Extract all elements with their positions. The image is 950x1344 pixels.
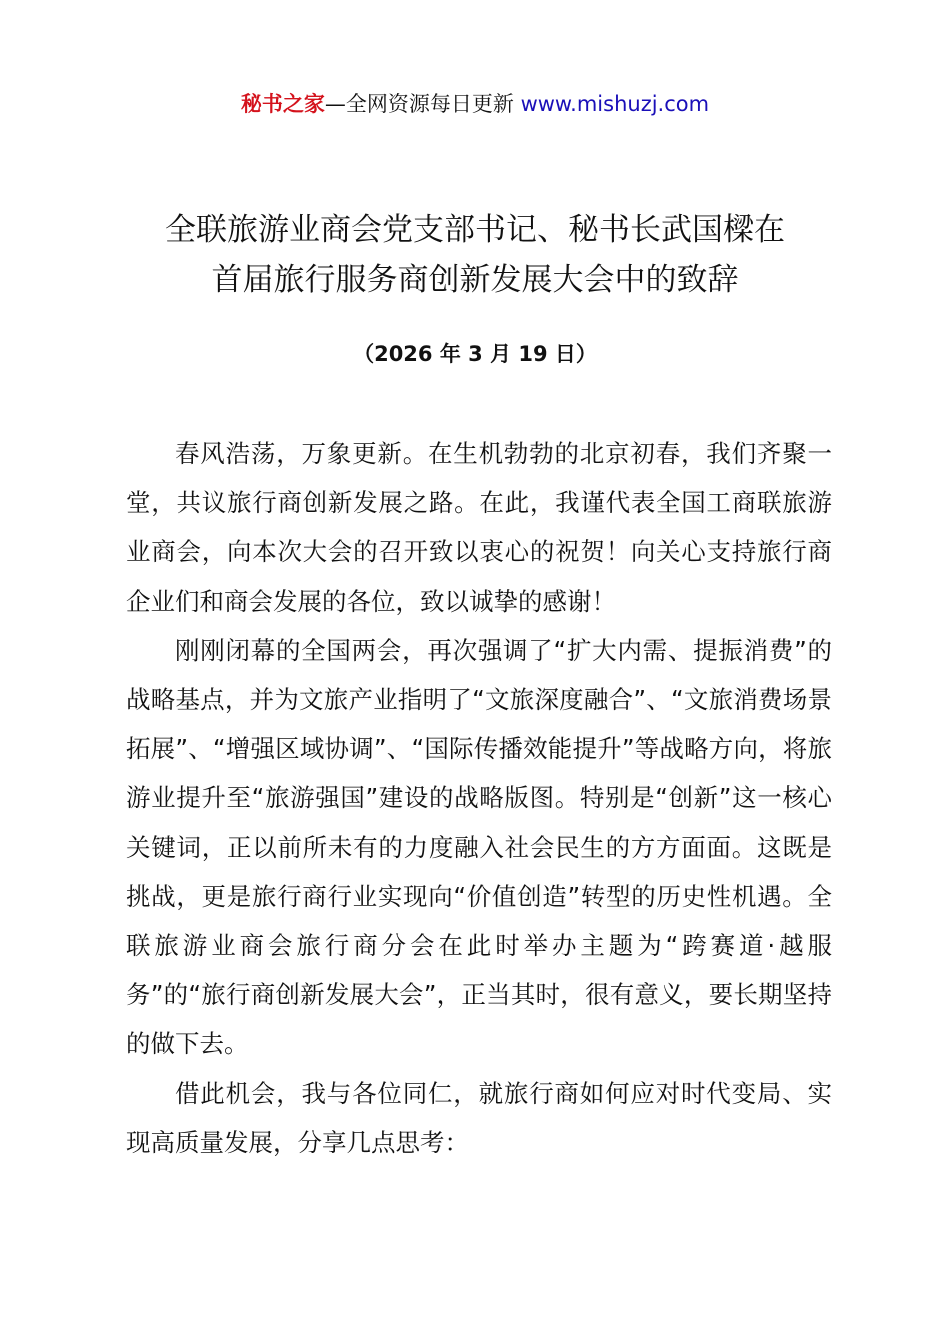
title-line-1: 全联旅游业商会党支部书记、秘书长武国樑在	[165, 212, 785, 248]
paragraph-1: 春风浩荡，万象更新。在生机勃勃的北京初春，我们齐聚一堂，共议旅行商创新发展之路。在此，我谨代表全国工商联旅游业商会，向本次大会的召开致以衷心的祝贺！向关心支持旅行商企业们和商会发展的各位，致以诚挚的感谢！	[126, 439, 832, 616]
header-slogan: —全网资源每日更新	[324, 92, 514, 116]
paragraph-2: 刚刚闭幕的全国两会，再次强调了“扩大内需、提振消费”的战略基点，并为文旅产业指明了“文旅深度融合”、“文旅消费场景拓展”、“增强区域协调”、“国际传播效能提升”等战略方向，将旅游业提升至“旅游强国”建设的战略版图。特别是“创新”这一核心关键词，正以前所未有的力度融入社会民生的方方面面。这既是挑战，更是旅行商行业实现向“价值创造”转型的历史性机遇。全联旅游业商会旅行商分会在此时举办主题为“跨赛道·越服务”的“旅行商创新发展大会”，正当其时，很有意义，要长期坚持的做下去。	[126, 635, 832, 1059]
paragraph-3: 借此机会，我与各位同仁，就旅行商如何应对时代变局、实现高质量发展，分享几点思考：	[126, 1078, 832, 1157]
brand-name: 秘书之家	[240, 92, 325, 116]
site-url-link[interactable]: www.mishuzj.com	[520, 92, 710, 116]
document-body	[126, 429, 832, 1167]
site-header	[0, 88, 950, 120]
document-date: （2026 年 3 月 19 日）	[353, 342, 597, 366]
document-title	[0, 205, 950, 305]
title-line-2: 首届旅行服务商创新发展大会中的致辞	[211, 262, 739, 298]
